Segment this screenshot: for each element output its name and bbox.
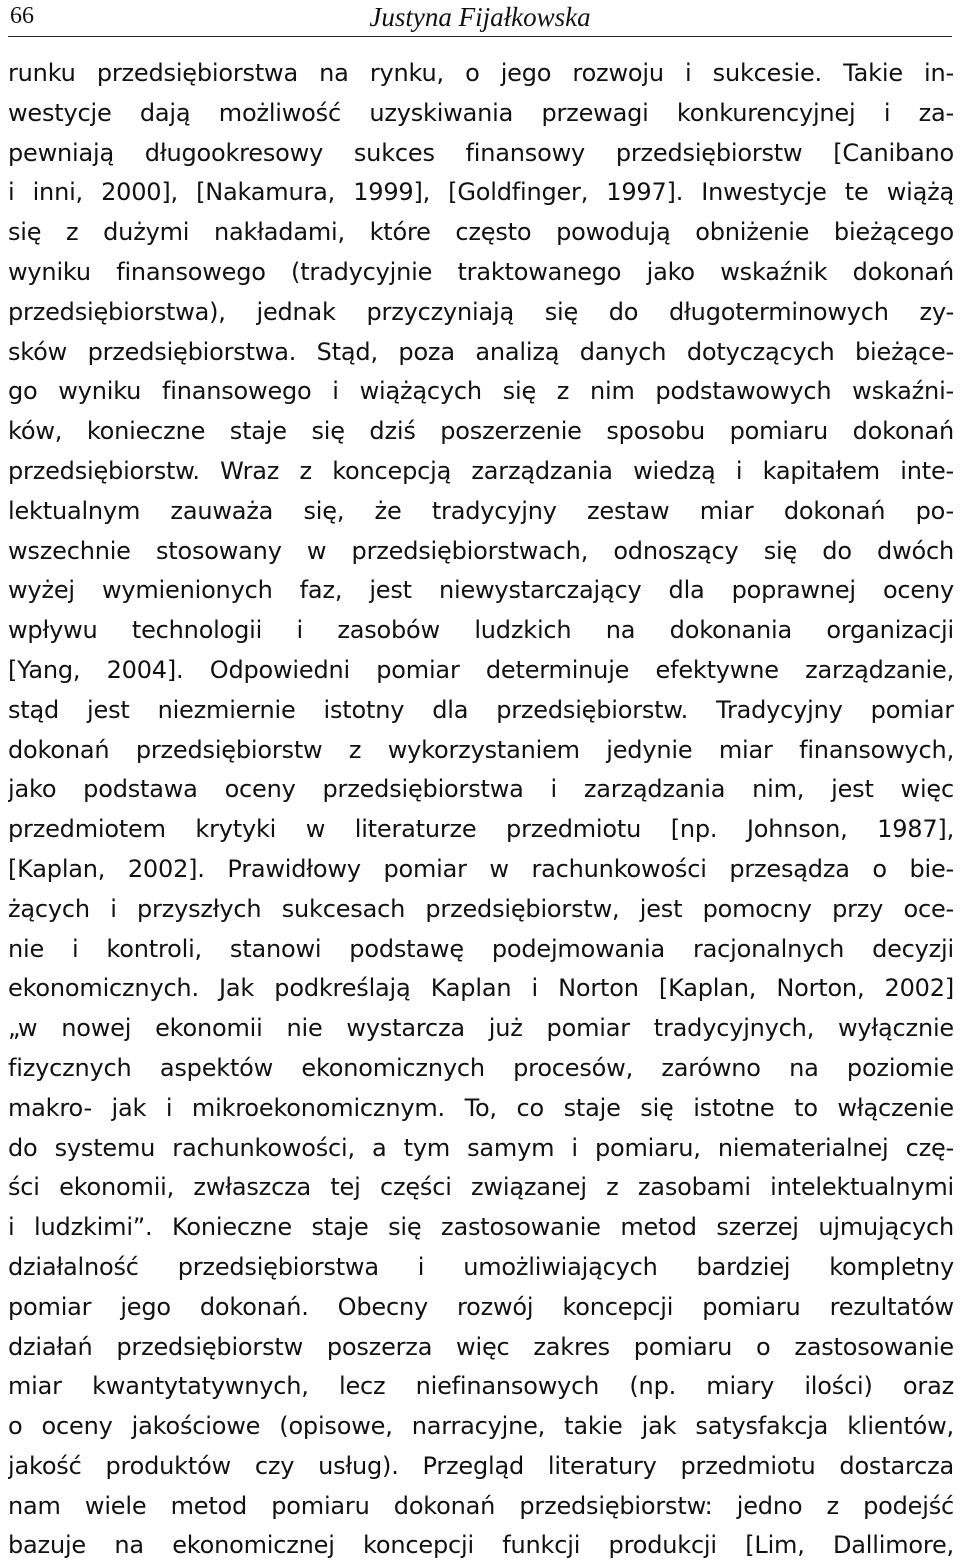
text-line: wyżej wymienionych faz, jest niewystarczający dla poprawnej oceny [8, 576, 954, 605]
text-line: go wyniku finansowego i wiążących się z nim podstawowych wskaźni- [8, 377, 954, 406]
running-head-author: Justyna Fijałkowska [369, 2, 591, 32]
text-line: działalność przedsiębiorstwa i umożliwiających bardziej kompletny [8, 1252, 954, 1281]
text-line: ekonomicznych. Jak podkreślają Kaplan i Norton [Kaplan, Norton, 2002] [8, 974, 954, 1003]
text-line: przedmiotem krytyki w literaturze przedmiotu [np. Johnson, 1987], [8, 815, 954, 844]
text-line: sków przedsiębiorstwa. Stąd, poza analizą danych dotyczących bieżące- [8, 337, 954, 366]
text-line: przedsiębiorstw. Wraz z koncepcją zarządzania wiedzą i kapitałem inte- [8, 456, 954, 485]
text-line: i inni, 2000], [Nakamura, 1999], [Goldfinger, 1997]. Inwestycje te wiążą [8, 178, 954, 207]
text-line: dokonań przedsiębiorstw z wykorzystaniem jedynie miar finansowych, [8, 735, 954, 764]
text-line: wyniku finansowego (tradycyjnie traktowanego jako wskaźnik dokonań [8, 257, 954, 286]
text-line: westycje dają możliwość uzyskiwania przewagi konkurencyjnej i za- [8, 98, 954, 127]
text-line: do systemu rachunkowości, a tym samym i pomiaru, niematerialnej czę- [8, 1133, 954, 1162]
text-line: żących i przyszłych sukcesach przedsiębiorstw, jest pomocny przy oce- [8, 894, 954, 923]
text-line: miar kwantytatywnych, lecz niefinansowych (np. miary ilości) oraz [8, 1372, 954, 1401]
text-line: makro- jak i mikroekonomicznym. To, co staje się istotne to włączenie [8, 1093, 954, 1122]
text-line: lektualnym zauważa się, że tradycyjny zestaw miar dokonań po- [8, 496, 954, 525]
page-header [8, 0, 952, 37]
text-line: wszechnie stosowany w przedsiębiorstwach, odnoszący się do dwóch [8, 536, 954, 565]
text-line: pomiar jego dokonań. Obecny rozwój koncepcji pomiaru rezultatów [8, 1292, 954, 1321]
body-paragraph [8, 54, 954, 1566]
text-line: przedsiębiorstwa), jednak przyczyniają się do długoterminowych zy- [8, 297, 954, 326]
text-line: ści ekonomii, zwłaszcza tej części związanej z zasobami intelektualnymi [8, 1173, 954, 1202]
text-line: o oceny jakościowe (opisowe, narracyjne, takie jak satysfakcja klientów, [8, 1412, 954, 1441]
text-line: [Kaplan, 2002]. Prawidłowy pomiar w rachunkowości przesądza o bie- [8, 854, 954, 883]
text-line: nie i kontroli, stanowi podstawę podejmowania racjonalnych decyzji [8, 934, 954, 963]
text-line: i ludzkimi”. Konieczne staje się zastosowanie metod szerzej ujmujących [8, 1213, 954, 1242]
text-line: wpływu technologii i zasobów ludzkich na dokonania organizacji [8, 616, 954, 645]
text-line: fizycznych aspektów ekonomicznych procesów, zarówno na poziomie [8, 1053, 954, 1082]
text-line: jakość produktów czy usług). Przegląd literatury przedmiotu dostarcza [8, 1451, 954, 1480]
text-line: pewniają długookresowy sukces finansowy przedsiębiorstw [Canibano [8, 138, 954, 167]
text-line: stąd jest niezmiernie istotny dla przedsiębiorstw. Tradycyjny pomiar [8, 695, 954, 724]
text-line: „w nowej ekonomii nie wystarcza już pomiar tradycyjnych, wyłącznie [8, 1014, 954, 1043]
text-line: jako podstawa oceny przedsiębiorstwa i zarządzania nim, jest więc [8, 775, 954, 804]
page-number: 66 [10, 3, 34, 29]
text-line: [Yang, 2004]. Odpowiedni pomiar determinuje efektywne zarządzanie, [8, 655, 954, 684]
text-line: działań przedsiębiorstw poszerza więc zakres pomiaru o zastosowanie [8, 1332, 954, 1361]
text-line: ków, konieczne staje się dziś poszerzenie sposobu pomiaru dokonań [8, 417, 954, 446]
text-line: nam wiele metod pomiaru dokonań przedsiębiorstw: jedno z podejść [8, 1491, 954, 1520]
text-line: się z dużymi nakładami, które często powodują obniżenie bieżącego [8, 218, 954, 247]
text-line: runku przedsiębiorstwa na rynku, o jego rozwoju i sukcesie. Takie in- [8, 59, 954, 87]
text-line: bazuje na ekonomicznej koncepcji funkcji produkcji [Lim, Dallimore, [8, 1531, 954, 1560]
